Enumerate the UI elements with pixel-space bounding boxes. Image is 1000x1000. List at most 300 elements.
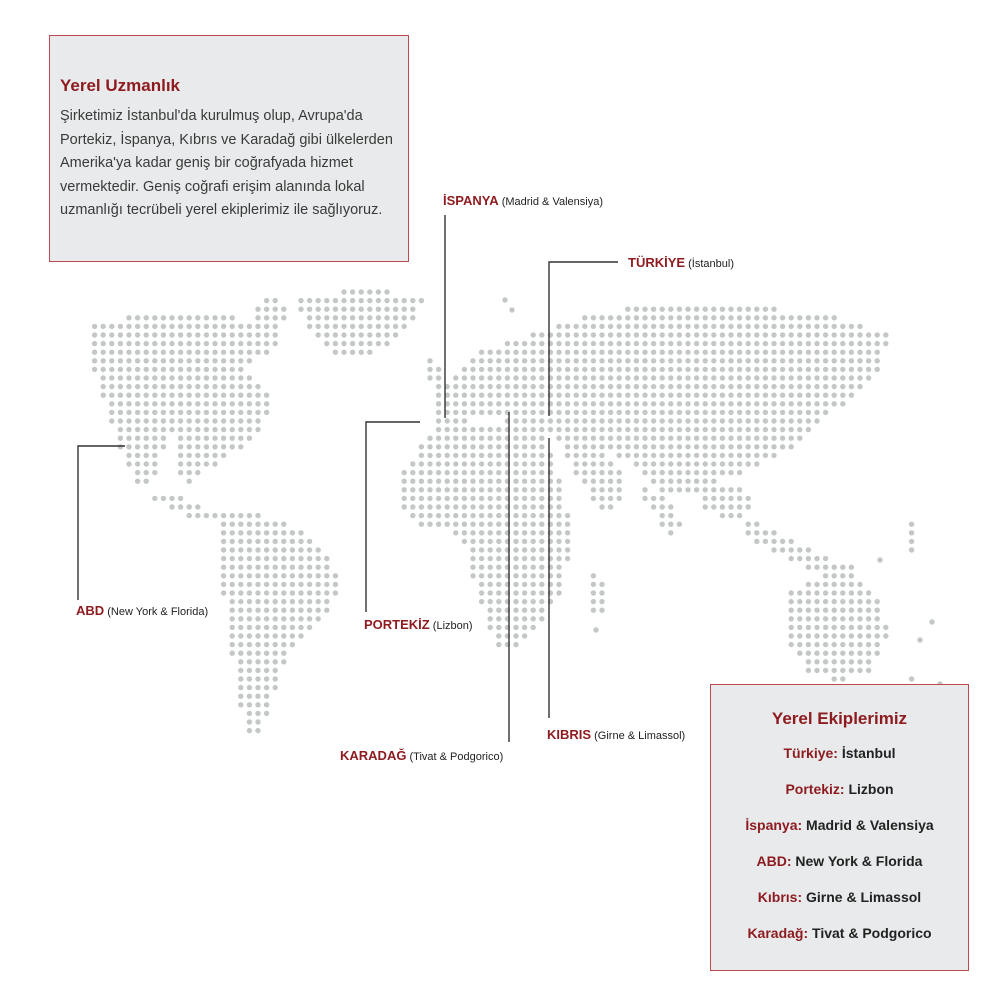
map-dot <box>909 539 914 544</box>
map-dot <box>789 358 794 363</box>
map-dot <box>453 496 458 501</box>
map-dot <box>445 418 450 423</box>
map-dot <box>703 504 708 509</box>
map-dot <box>539 367 544 372</box>
map-dot <box>152 444 157 449</box>
map-dot <box>238 350 243 355</box>
map-dot <box>660 332 665 337</box>
map-dot <box>728 375 733 380</box>
map-dot <box>255 702 260 707</box>
map-dot <box>204 410 209 415</box>
map-dot <box>625 324 630 329</box>
map-dot <box>238 332 243 337</box>
map-dot <box>290 565 295 570</box>
map-dot <box>832 367 837 372</box>
map-dot <box>479 479 484 484</box>
map-dot <box>771 547 776 552</box>
map-dot <box>617 341 622 346</box>
map-dot <box>599 324 604 329</box>
map-dot <box>711 427 716 432</box>
map-dot <box>849 350 854 355</box>
map-dot <box>509 307 514 312</box>
map-dot <box>832 573 837 578</box>
map-dot <box>281 565 286 570</box>
map-dot <box>642 367 647 372</box>
map-dot <box>806 668 811 673</box>
map-dot <box>169 367 174 372</box>
map-dot <box>427 496 432 501</box>
map-dot <box>582 358 587 363</box>
map-dot <box>333 324 338 329</box>
map-dot <box>264 307 269 312</box>
map-dot <box>445 487 450 492</box>
map-dot <box>195 375 200 380</box>
map-dot <box>264 668 269 673</box>
map-dot <box>496 461 501 466</box>
map-dot <box>273 651 278 656</box>
map-dot <box>436 375 441 380</box>
map-dot <box>247 685 252 690</box>
map-dot <box>350 350 355 355</box>
map-dot <box>135 410 140 415</box>
map-dot <box>617 444 622 449</box>
map-dot <box>668 375 673 380</box>
map-dot <box>195 332 200 337</box>
map-dot <box>849 367 854 372</box>
map-dot <box>255 418 260 423</box>
map-dot <box>625 444 630 449</box>
map-dot <box>746 427 751 432</box>
map-dot <box>255 633 260 638</box>
map-dot <box>694 470 699 475</box>
map-dot <box>419 461 424 466</box>
map-dot <box>264 590 269 595</box>
map-dot <box>634 436 639 441</box>
map-dot <box>582 384 587 389</box>
map-dot <box>728 358 733 363</box>
map-dot <box>591 496 596 501</box>
map-dot <box>255 307 260 312</box>
map-dot <box>204 315 209 320</box>
map-dot <box>178 401 183 406</box>
map-dot <box>720 307 725 312</box>
map-dot <box>212 375 217 380</box>
map-dot <box>832 651 837 656</box>
map-dot <box>763 341 768 346</box>
map-dot <box>470 375 475 380</box>
map-dot <box>677 341 682 346</box>
map-dot <box>823 573 828 578</box>
map-dot <box>247 547 252 552</box>
map-dot <box>255 401 260 406</box>
map-dot <box>651 418 656 423</box>
map-dot <box>522 444 527 449</box>
map-dot <box>728 367 733 372</box>
map-dot <box>857 332 862 337</box>
map-dot <box>324 315 329 320</box>
map-dot <box>599 496 604 501</box>
map-dot <box>264 711 269 716</box>
map-dot <box>135 315 140 320</box>
map-dot <box>531 341 536 346</box>
map-dot <box>221 332 226 337</box>
map-dot <box>513 590 518 595</box>
map-dot <box>204 461 209 466</box>
map-dot <box>333 315 338 320</box>
map-dot <box>814 659 819 664</box>
map-dot <box>797 642 802 647</box>
map-dot <box>660 522 665 527</box>
map-dot <box>651 427 656 432</box>
map-dot <box>875 625 880 630</box>
map-dot <box>746 358 751 363</box>
map-dot <box>608 358 613 363</box>
map-dot <box>195 436 200 441</box>
map-dot <box>101 341 106 346</box>
map-dot <box>255 522 260 527</box>
map-dot <box>728 436 733 441</box>
map-dot <box>737 496 742 501</box>
map-dot <box>883 633 888 638</box>
map-dot <box>290 573 295 578</box>
map-dot <box>599 401 604 406</box>
map-dot <box>496 375 501 380</box>
map-dot <box>711 384 716 389</box>
map-dot <box>212 410 217 415</box>
map-dot <box>126 436 131 441</box>
map-dot <box>496 436 501 441</box>
map-dot <box>763 393 768 398</box>
map-dot <box>608 461 613 466</box>
map-dot <box>126 410 131 415</box>
map-dot <box>264 685 269 690</box>
map-dot <box>522 522 527 527</box>
map-dot <box>195 453 200 458</box>
map-dot <box>814 410 819 415</box>
map-dot <box>608 470 613 475</box>
map-dot <box>608 324 613 329</box>
map-dot <box>685 418 690 423</box>
map-dot <box>126 315 131 320</box>
team-cities: Tivat & Podgorico <box>812 925 932 941</box>
map-dot <box>737 307 742 312</box>
map-dot <box>238 582 243 587</box>
map-dot <box>685 384 690 389</box>
map-dot <box>531 487 536 492</box>
map-dot <box>247 599 252 604</box>
map-dot <box>221 444 226 449</box>
map-dot <box>711 332 716 337</box>
map-dot <box>187 358 192 363</box>
map-dot <box>720 444 725 449</box>
map-dot <box>488 565 493 570</box>
map-dot <box>144 375 149 380</box>
location-label-kibris <box>547 727 685 742</box>
map-dot <box>273 565 278 570</box>
map-dot <box>273 315 278 320</box>
map-dot <box>685 358 690 363</box>
map-dot <box>789 556 794 561</box>
map-dot <box>359 332 364 337</box>
map-dot <box>144 350 149 355</box>
map-dot <box>556 573 561 578</box>
map-dot <box>238 599 243 604</box>
map-dot <box>711 504 716 509</box>
map-dot <box>264 676 269 681</box>
map-dot <box>324 324 329 329</box>
map-dot <box>144 470 149 475</box>
map-dot <box>462 367 467 372</box>
map-dot <box>694 436 699 441</box>
map-dot <box>247 676 252 681</box>
map-dot <box>187 341 192 346</box>
map-dot <box>264 651 269 656</box>
map-dot <box>488 599 493 604</box>
map-dot <box>135 350 140 355</box>
map-dot <box>161 401 166 406</box>
map-dot <box>651 315 656 320</box>
map-dot <box>230 410 235 415</box>
map-dot <box>453 522 458 527</box>
map-dot <box>703 418 708 423</box>
map-dot <box>797 358 802 363</box>
map-dot <box>823 350 828 355</box>
map-dot <box>754 358 759 363</box>
map-dot <box>909 676 914 681</box>
map-dot <box>135 358 140 363</box>
map-dot <box>118 341 123 346</box>
map-dot <box>221 324 226 329</box>
map-dot <box>212 513 217 518</box>
map-dot <box>857 659 862 664</box>
map-dot <box>488 582 493 587</box>
map-dot <box>608 487 613 492</box>
map-dot <box>617 453 622 458</box>
map-dot <box>651 375 656 380</box>
map-dot <box>746 461 751 466</box>
map-dot <box>479 461 484 466</box>
map-dot <box>238 513 243 518</box>
map-dot <box>531 470 536 475</box>
map-dot <box>642 350 647 355</box>
map-dot <box>187 375 192 380</box>
map-dot <box>513 573 518 578</box>
map-dot <box>118 393 123 398</box>
map-dot <box>832 393 837 398</box>
map-dot <box>238 410 243 415</box>
map-dot <box>771 530 776 535</box>
map-dot <box>694 324 699 329</box>
map-dot <box>840 582 845 587</box>
map-dot <box>470 453 475 458</box>
map-dot <box>574 332 579 337</box>
map-dot <box>204 427 209 432</box>
map-dot <box>617 496 622 501</box>
map-dot <box>565 539 570 544</box>
map-dot <box>591 315 596 320</box>
map-dot <box>608 410 613 415</box>
map-dot <box>195 418 200 423</box>
map-dot <box>625 427 630 432</box>
map-dot <box>126 427 131 432</box>
map-dot <box>470 565 475 570</box>
map-dot <box>780 401 785 406</box>
map-dot <box>668 350 673 355</box>
map-dot <box>470 487 475 492</box>
map-dot <box>496 633 501 638</box>
map-dot <box>754 341 759 346</box>
map-dot <box>470 427 475 432</box>
map-dot <box>599 436 604 441</box>
map-dot <box>720 341 725 346</box>
map-dot <box>247 582 252 587</box>
map-dot <box>488 427 493 432</box>
map-dot <box>599 332 604 337</box>
map-dot <box>427 504 432 509</box>
location-cities: (Madrid & Valensiya) <box>501 196 603 208</box>
map-dot <box>625 453 630 458</box>
map-dot <box>505 341 510 346</box>
map-dot <box>814 315 819 320</box>
map-dot <box>591 479 596 484</box>
map-dot <box>187 461 192 466</box>
map-dot <box>857 608 862 613</box>
map-dot <box>668 513 673 518</box>
map-dot <box>384 307 389 312</box>
map-dot <box>539 418 544 423</box>
map-dot <box>591 393 596 398</box>
map-dot <box>840 642 845 647</box>
map-dot <box>746 453 751 458</box>
map-dot <box>685 367 690 372</box>
map-dot <box>548 418 553 423</box>
map-dot <box>677 522 682 527</box>
map-dot <box>797 384 802 389</box>
map-dot <box>806 341 811 346</box>
map-dot <box>660 470 665 475</box>
map-dot <box>660 487 665 492</box>
map-dot <box>539 513 544 518</box>
map-dot <box>849 616 854 621</box>
map-dot <box>582 375 587 380</box>
map-dot <box>746 410 751 415</box>
map-dot <box>238 616 243 621</box>
map-dot <box>212 427 217 432</box>
map-dot <box>298 608 303 613</box>
map-dot <box>754 332 759 337</box>
map-dot <box>651 341 656 346</box>
map-dot <box>230 341 235 346</box>
map-dot <box>255 324 260 329</box>
team-row-portekiz <box>711 781 968 817</box>
map-dot <box>144 427 149 432</box>
map-dot <box>685 470 690 475</box>
map-dot <box>453 410 458 415</box>
map-dot <box>694 307 699 312</box>
map-dot <box>677 444 682 449</box>
map-dot <box>754 530 759 535</box>
map-dot <box>840 676 845 681</box>
map-dot <box>496 522 501 527</box>
map-dot <box>350 324 355 329</box>
map-dot <box>591 573 596 578</box>
map-dot <box>247 651 252 656</box>
map-dot <box>496 513 501 518</box>
map-dot <box>840 384 845 389</box>
map-dot <box>273 608 278 613</box>
map-dot <box>273 573 278 578</box>
map-dot <box>556 504 561 509</box>
map-dot <box>746 444 751 449</box>
map-dot <box>316 565 321 570</box>
map-dot <box>195 444 200 449</box>
map-dot <box>135 470 140 475</box>
map-dot <box>823 625 828 630</box>
map-dot <box>565 444 570 449</box>
map-dot <box>677 461 682 466</box>
map-dot <box>453 444 458 449</box>
map-dot <box>711 410 716 415</box>
map-dot <box>316 590 321 595</box>
map-dot <box>625 341 630 346</box>
map-dot <box>599 453 604 458</box>
map-dot <box>479 530 484 535</box>
map-dot <box>763 436 768 441</box>
map-dot <box>814 401 819 406</box>
map-dot <box>832 599 837 604</box>
map-dot <box>531 418 536 423</box>
map-dot <box>513 350 518 355</box>
map-dot <box>479 410 484 415</box>
map-dot <box>660 358 665 363</box>
map-dot <box>496 479 501 484</box>
map-dot <box>161 324 166 329</box>
team-cities: Madrid & Valensiya <box>806 817 934 833</box>
map-dot <box>238 358 243 363</box>
map-dot <box>178 350 183 355</box>
map-dot <box>144 324 149 329</box>
map-dot <box>539 410 544 415</box>
map-dot <box>685 307 690 312</box>
map-dot <box>161 384 166 389</box>
map-dot <box>118 367 123 372</box>
map-dot <box>204 453 209 458</box>
map-dot <box>333 307 338 312</box>
map-dot <box>126 324 131 329</box>
map-dot <box>574 324 579 329</box>
map-dot <box>797 367 802 372</box>
map-dot <box>402 479 407 484</box>
map-dot <box>806 590 811 595</box>
map-dot <box>290 633 295 638</box>
map-dot <box>565 522 570 527</box>
map-dot <box>488 504 493 509</box>
map-dot <box>453 479 458 484</box>
map-dot <box>101 324 106 329</box>
map-dot <box>797 375 802 380</box>
map-dot <box>247 375 252 380</box>
map-dot <box>350 289 355 294</box>
map-dot <box>634 358 639 363</box>
map-dot <box>737 504 742 509</box>
map-dot <box>763 453 768 458</box>
map-dot <box>754 410 759 415</box>
map-dot <box>677 350 682 355</box>
map-dot <box>823 393 828 398</box>
map-dot <box>608 315 613 320</box>
map-dot <box>875 358 880 363</box>
map-dot <box>720 384 725 389</box>
